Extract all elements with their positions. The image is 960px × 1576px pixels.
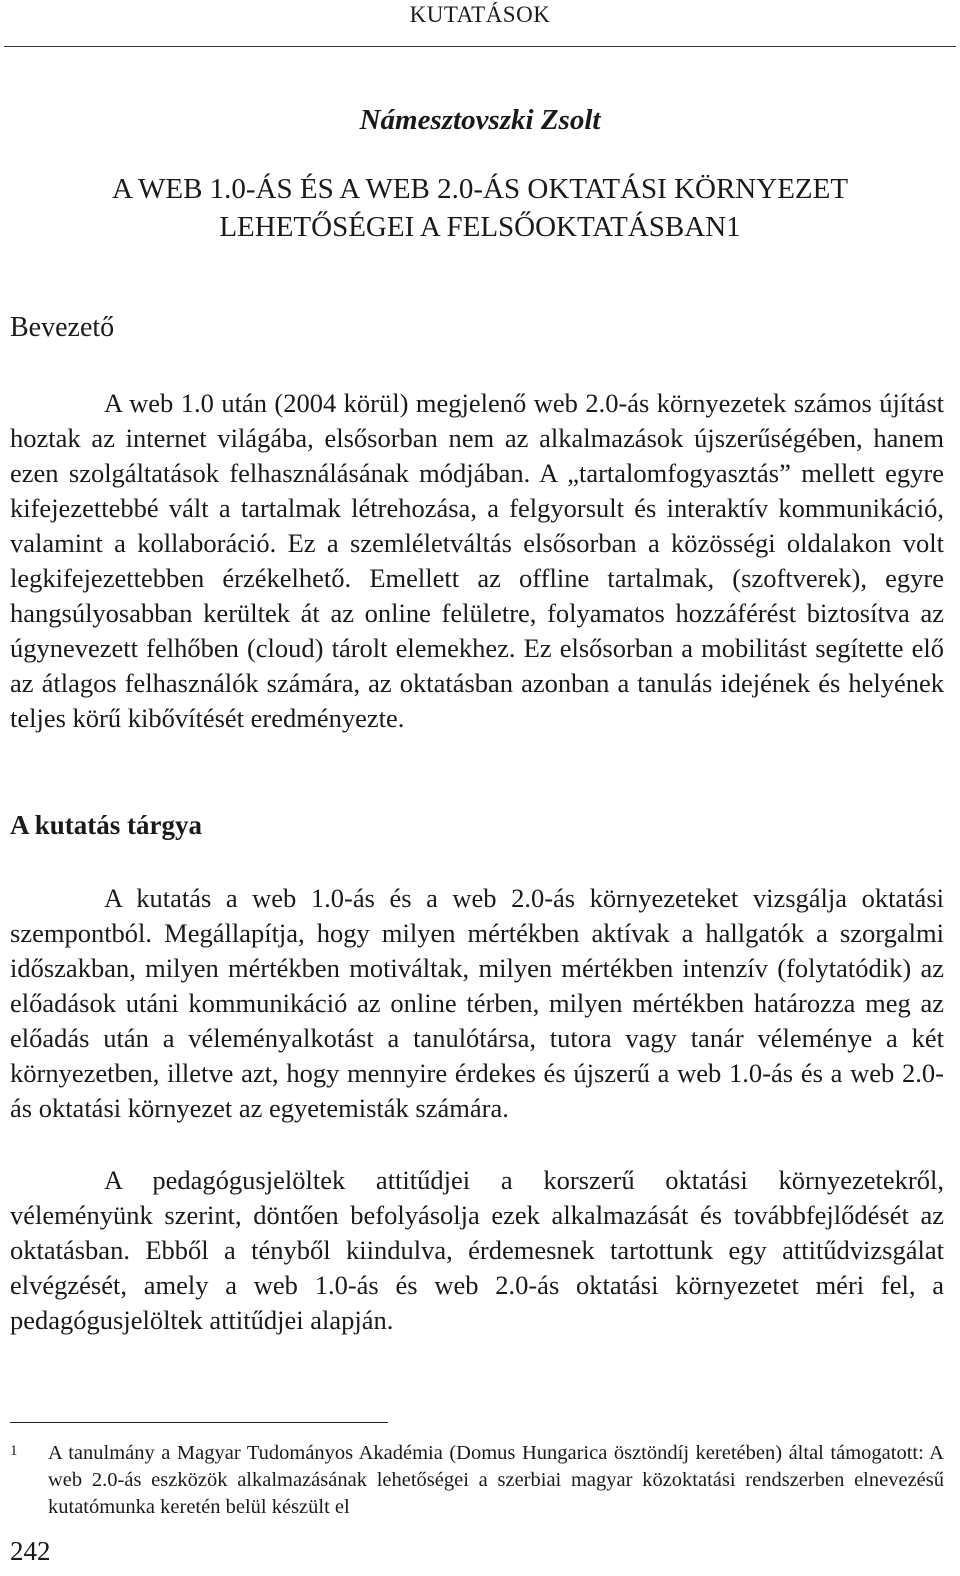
footnote bbox=[10, 1440, 944, 1521]
paragraph-intro: A web 1.0 után (2004 körül) megjelenő web 2.0-ás környezetek számos újítást hoztak az internet világába, elsősorban nem az alkalmazások újszerűségében, hanem ezen szolgáltatások felhasználásának módjában. A „tartalomfogyasztás” mellett egyre kifejezettebbé vált a tartalmak létrehozása, a felgyorsult és interaktív kommunikáció, valamint a kollaboráció. Ez a szemléletváltás elsősorban a közösségi oldalakon volt legkifejezettebben érzékelhető. Emellett az offline tartalmak, (szoftverek), egyre hangsúlyosabban kerültek át az online felületre, folyamatos hozzáférést biztosítva az úgynevezett felhőben (cloud) tárolt elemekhez. Ez elsősorban a mobilitást segítette elő az átlagos felhasználók számára, az oktatásban azonban a tanulás idejének és helyének teljes körű kibővítését eredményezte. bbox=[10, 388, 944, 733]
footnote-text: A tanulmány a Magyar Tudományos Akadémia (Domus Hungarica ösztöndíj keretében) által támogatott: A web 2.0-ás eszközök alkalmazásának lehetőségei a szerbiai magyar közoktatási rendszerben elnevezésű kutatómunka keretén belül készült el bbox=[48, 1442, 944, 1518]
paragraph-research-2: A pedagógusjelöltek attitűdjei a korszerű oktatási környezetekről, véleményünk szerint, döntően befolyásolja ezek alkalmazását és továbbfejlődését az oktatásban. Ebből a tényből kiindulva, érdemesnek tartottunk egy attitűdvizsgálat elvégzését, amely a web 1.0-ás és web 2.0-ás oktatási környezetet méri fel, a pedagógusjelöltek attitűdjei alapján. bbox=[10, 1165, 944, 1335]
page-number: 242 bbox=[10, 1536, 51, 1566]
header-rule bbox=[4, 46, 956, 47]
running-head: KUTATÁSOK bbox=[409, 2, 551, 27]
article-title bbox=[0, 170, 960, 246]
footnote-number: 1 bbox=[10, 1443, 18, 1459]
title-line-2 bbox=[0, 208, 960, 246]
author-name: Námesztovszki Zsolt bbox=[359, 104, 601, 136]
title-line-2-text: LEHETŐSÉGEI A FELSŐOKTATÁSBAN bbox=[219, 211, 727, 243]
title-footnote-ref: 1 bbox=[726, 211, 741, 243]
section-heading-intro: Bevezető bbox=[10, 312, 115, 343]
section-heading-research-subject: A kutatás tárgya bbox=[10, 810, 203, 840]
paragraph-research-1: A kutatás a web 1.0-ás és a web 2.0-ás környezeteket vizsgálja oktatási szempontból. Megállapítja, hogy milyen mértékben aktívak a hallgatók a szorgalmi időszakban, milyen mértékben motiváltak, milyen mértékben intenzív (folytatódik) az előadások utáni kommunikáció az online térben, milyen mértékben határozza meg az előadás után a véleményalkotást a tanulótársa, tutora vagy tanár véleménye a két környezetben, illetve azt, hogy mennyire érdekes és újszerű a web 1.0-ás és a web 2.0-ás oktatási környezet az egyetemisták számára. bbox=[10, 883, 944, 1123]
title-line-1: A WEB 1.0-ÁS ÉS A WEB 2.0-ÁS OKTATÁSI KÖRNYEZET bbox=[111, 173, 849, 205]
footnote-rule bbox=[10, 1422, 388, 1423]
